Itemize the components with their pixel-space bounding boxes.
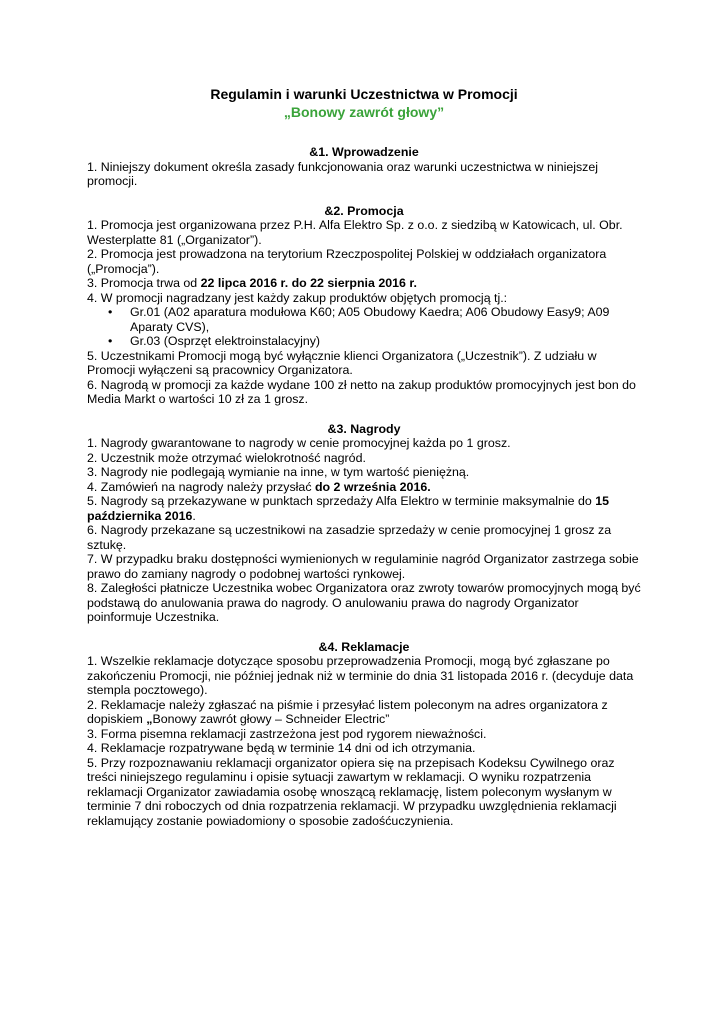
paragraph — [87, 480, 641, 495]
paragraph — [87, 494, 641, 523]
section-prizes — [87, 422, 641, 625]
paragraph: 2. Promocja jest prowadzona na terytorium Rzeczpospolitej Polskiej w oddziałach organizatora („Promocja”). — [87, 247, 607, 276]
text: „ — [146, 712, 153, 726]
paragraph: 2. Uczestnik może otrzymać wielokrotność nagród. — [87, 450, 366, 465]
pickup-deadline: 15 października 2016 — [87, 494, 610, 523]
paragraph: 7. W przypadku braku dostępności wymienionych w regulaminie nagród Organizator zastrzega sobie prawo do zamiany nagrody o podobnej wartości rynkowej. — [87, 552, 639, 581]
text: . — [192, 508, 196, 523]
product-group-list — [87, 305, 641, 349]
text: 4. Zamówień na nagrody należy przysłać — [87, 479, 315, 494]
paragraph — [87, 698, 641, 727]
document-title: Regulamin i warunki Uczestnictwa w Promocji — [210, 86, 518, 102]
list-item — [108, 334, 641, 349]
paragraph: 1. Wszelkie reklamacje dotyczące sposobu przeprowadzenia Promocji, mogą być zgłaszane po zakończeniu Promocji, nie później jednak niż w terminie do dnia 31 listopada 2016 r. (decyduje data stempla pocztowego). — [87, 654, 634, 697]
paragraph: 4. Reklamacje rozpatrywane będą w terminie 14 dni od ich otrzymania. — [87, 741, 476, 755]
bullet-icon: • — [108, 305, 113, 319]
paragraph: 6. Nagrodą w promocji za każde wydane 100 zł netto na zakup produktów promocyjnych jest bon do Media Markt o wartości 10 zł za 1 grosz. — [87, 377, 636, 406]
paragraph: 5. Przy rozpoznawaniu reklamacji organizator opiera się na przepisach Kodeksu Cywilnego oraz treści niniejszego regulaminu i opisie sytuacji zawartym w reklamacji. O wyniku rozpatrzenia reklamacji Organizator zawiadamia osobę wnoszącą reklamację, listem poleconym wysłanym w terminie 7 dni roboczych od dnia rozpatrzenia reklamacji. W przypadku uwzględnienia reklamacji reklamujący zostanie powiadomiony o sposobie zadośćuczynienia. — [87, 755, 617, 828]
paragraph: 6. Nagrody przekazane są uczestnikowi na zasadzie sprzedaży w cenie promocyjnej 1 grosz za sztukę. — [87, 523, 612, 552]
section-heading: &3. Nagrody — [327, 421, 401, 436]
paragraph: 3. Forma pisemna reklamacji zastrzeżona jest pod rygorem nieważności. — [87, 726, 487, 741]
paragraph: 4. W promocji nagradzany jest każdy zakup produktów objętych promocją tj.: — [87, 290, 508, 305]
promotion-dates: 22 lipca 2016 r. do 22 sierpnia 2016 r. — [200, 276, 417, 290]
section-heading: &1. Wprowadzenie — [309, 145, 419, 159]
section-promotion — [87, 204, 641, 407]
list-item-text: Gr.03 (Osprzęt elektroinstalacyjny) — [130, 334, 321, 348]
text: Bonowy zawrót głowy – Schneider Electric” — [152, 712, 390, 726]
paragraph — [87, 276, 641, 291]
paragraph: 5. Uczestnikami Promocji mogą być wyłącznie klienci Organizatora („Uczestnik”). Z udziału w Promocji wyłączeni są pracownicy Organizatora. — [87, 348, 597, 377]
text: 3. Promocja trwa od — [87, 276, 201, 290]
section-heading: &2. Promocja — [324, 203, 404, 218]
promotion-name: „Bonowy zawrót głowy” — [283, 104, 445, 120]
section-introduction — [87, 145, 641, 189]
list-item — [108, 305, 641, 334]
section-heading: &4. Reklamacje — [318, 639, 410, 654]
order-deadline: do 2 września 2016. — [314, 479, 431, 494]
bullet-icon: • — [108, 334, 113, 348]
paragraph: 3. Nagrody nie podlegają wymianie na inne, w tym wartość pieniężną. — [87, 465, 470, 479]
text: 2. Reklamacje należy zgłaszać na piśmie i przesyłać listem poleconym na adres organizatora z dopiskiem — [87, 697, 608, 726]
paragraph: 1. Nagrody gwarantowane to nagrody w cenie promocyjnej każda po 1 grosz. — [87, 436, 511, 450]
paragraph: 1. Promocja jest organizowana przez P.H. Alfa Elektro Sp. z o.o. z siedzibą w Katowicach, ul. Obr. Westerplatte 81 („Organizator”). — [87, 218, 623, 247]
paragraph: 1. Niniejszy dokument określa zasady funkcjonowania oraz warunki uczestnictwa w niniejszej promocji. — [87, 159, 599, 188]
list-item-text: Gr.01 (A02 aparatura modułowa K60; A05 Obudowy Kaedra; A06 Obudowy Easy9; A09 Aparaty CVS), — [130, 305, 610, 334]
paragraph: 8. Zaległości płatnicze Uczestnika wobec Organizatora oraz zwroty towarów promocyjnych mogą być podstawą do anulowania prawa do nagrody. O anulowaniu prawa do nagrody Organizator poinformuje Uczestnika. — [87, 581, 641, 624]
text: 5. Nagrody są przekazywane w punktach sprzedaży Alfa Elektro w terminie maksymalnie do — [87, 494, 596, 508]
section-complaints — [87, 640, 641, 829]
